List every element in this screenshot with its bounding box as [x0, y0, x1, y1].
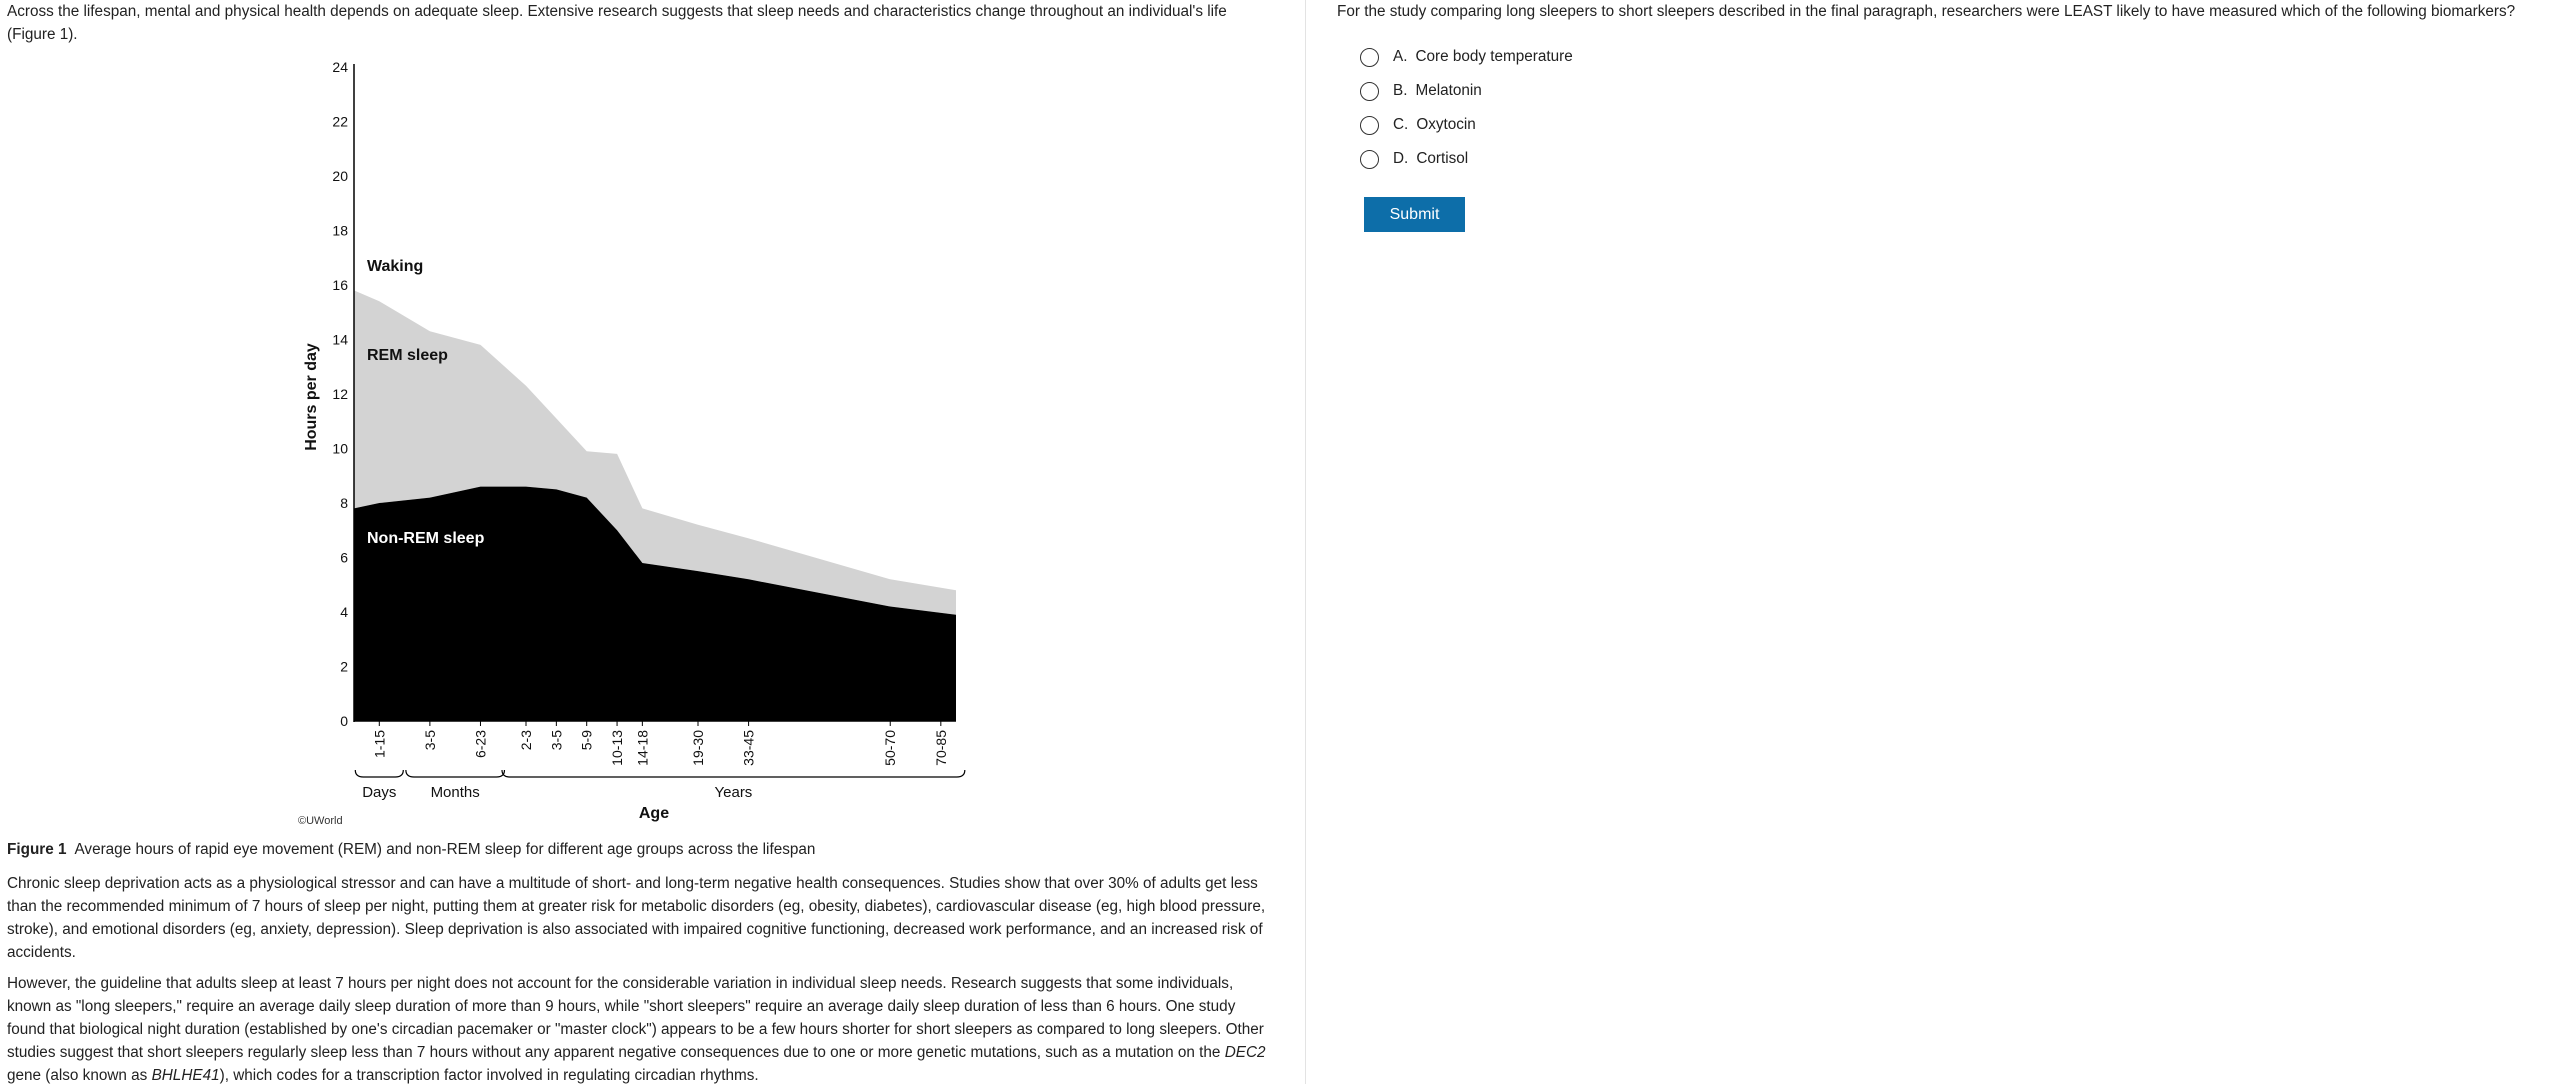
y-tick-label: 4 [340, 604, 348, 620]
x-tick-label: 3-5 [548, 730, 565, 751]
y-tick-label: 18 [332, 222, 348, 239]
waking-annotation: Waking [367, 258, 424, 275]
radio-button-icon[interactable] [1360, 48, 1379, 67]
choice-text: Cortisol [1416, 150, 1469, 167]
figure-label: Figure 1 [7, 841, 67, 858]
x-tick-label: 5-9 [578, 730, 595, 751]
age-group-label: Months [430, 784, 480, 801]
y-axis-label: Hours per day [303, 343, 320, 451]
answer-choice-a[interactable] [1360, 44, 1573, 70]
y-tick-label: 2 [340, 658, 348, 675]
y-tick-label: 12 [332, 386, 348, 402]
x-tick-label: 33-45 [740, 730, 757, 766]
y-tick-label: 20 [332, 168, 348, 184]
x-tick-label: 10-13 [609, 730, 626, 766]
x-tick-label: 2-3 [518, 730, 534, 751]
y-tick-label: 0 [340, 713, 348, 729]
x-tick-label: 6-23 [472, 730, 489, 759]
gene-dec2: DEC2 [1224, 1044, 1266, 1061]
choice-letter: B. [1393, 82, 1408, 99]
x-tick-label: 14-18 [634, 730, 651, 766]
figure-caption [7, 838, 815, 861]
y-tick-label: 22 [332, 113, 348, 130]
copyright-text: ©UWorld [298, 815, 343, 827]
answer-choice-c[interactable] [1360, 112, 1476, 138]
radio-button-icon[interactable] [1360, 150, 1379, 169]
figure-caption-text: Average hours of rapid eye movement (REM) and non-REM sleep for different age groups across the lifespan [74, 841, 816, 858]
choice-letter: D. [1393, 150, 1409, 167]
y-tick-label: 16 [332, 277, 348, 293]
y-tick-label: 24 [332, 59, 348, 75]
answer-choice-b[interactable] [1360, 78, 1482, 104]
rem-sleep-annotation: REM sleep [367, 347, 448, 364]
choice-text: Core body temperature [1415, 48, 1573, 65]
x-tick-label: 1-15 [371, 730, 388, 759]
age-group-bracket [355, 770, 403, 777]
radio-button-icon[interactable] [1360, 82, 1379, 101]
choice-letter: C. [1393, 116, 1409, 133]
y-tick-label: 6 [340, 549, 348, 566]
y-tick-label: 14 [332, 331, 348, 348]
age-group-label: Days [362, 784, 397, 801]
radio-button-icon[interactable] [1360, 116, 1379, 135]
non-rem-sleep-annotation: Non-REM sleep [367, 530, 485, 547]
x-tick-label: 19-30 [690, 730, 706, 766]
paragraph-3-text: However, the guideline that adults sleep at least 7 hours per night does not account for the considerable variation in individual sleep needs. Research suggests that some individuals, known as "long sleepers," require an average daily sleep duration of more than 9 hours, while "short sleepers" require an average daily sleep duration of less than 6 hours. One study found that biological night duration (established by one's circadian pacemaker or "master clock") appears to be a few hours shorter for short sleepers as compared to long sleepers. Other studies suggest that short sleepers regularly sleep less than 7 hours without any apparent negative consequences due to one or more genetic mutations, such as a mutation on the [7, 975, 1264, 1061]
choice-text: Oxytocin [1416, 116, 1476, 133]
paragraph-3-end: ), which codes for a transcription factor involved in regulating circadian rhythms. [219, 1067, 759, 1084]
submit-button[interactable]: Submit [1364, 197, 1465, 232]
y-tick-label: 8 [340, 495, 348, 511]
age-group-bracket [502, 770, 965, 777]
age-group-bracket [406, 770, 505, 777]
passage-paragraph-2: Chronic sleep deprivation acts as a physiological stressor and can have a multitude of short- and long-term negative health consequences. Studies show that over 30% of adults get less than the recommended minimum of 7 hours of sleep per night, putting them at greater risk for metabolic disorders (eg, obesity, diabetes), cardiovascular disease (eg, high blood pressure, stroke), and emotional disorders (eg, anxiety, depression). Sleep deprivation is also associated with impaired cognitive functioning, decreased work performance, and an increased risk of accidents. [7, 875, 1266, 961]
y-tick-label: 10 [332, 440, 348, 457]
question-stem: For the study comparing long sleepers to short sleepers described in the final paragraph, researchers were LEAST likely to have measured which of the following biomarkers? [1337, 3, 2516, 20]
passage-paragraph-3 [7, 972, 1277, 1087]
choice-text: Melatonin [1415, 82, 1482, 99]
sleep-chart [0, 50, 1000, 830]
paragraph-3-mid: gene (also known as [7, 1067, 152, 1084]
passage-intro: Across the lifespan, mental and physical health depends on adequate sleep. Extensive research suggests that sleep needs and characteristics change throughout an individual's life (Figure 1). [7, 3, 1227, 43]
x-tick-label: 70-85 [932, 730, 949, 766]
x-tick-label: 3-5 [421, 730, 438, 751]
gene-bhlhe41: BHLHE41 [151, 1067, 220, 1084]
question-pane [1307, 0, 2574, 1084]
choice-letter: A. [1393, 48, 1408, 65]
age-group-label: Years [714, 784, 753, 801]
x-tick-label: 50-70 [882, 730, 899, 766]
answer-choice-d[interactable] [1360, 146, 1468, 172]
x-axis-label: Age [638, 805, 670, 822]
